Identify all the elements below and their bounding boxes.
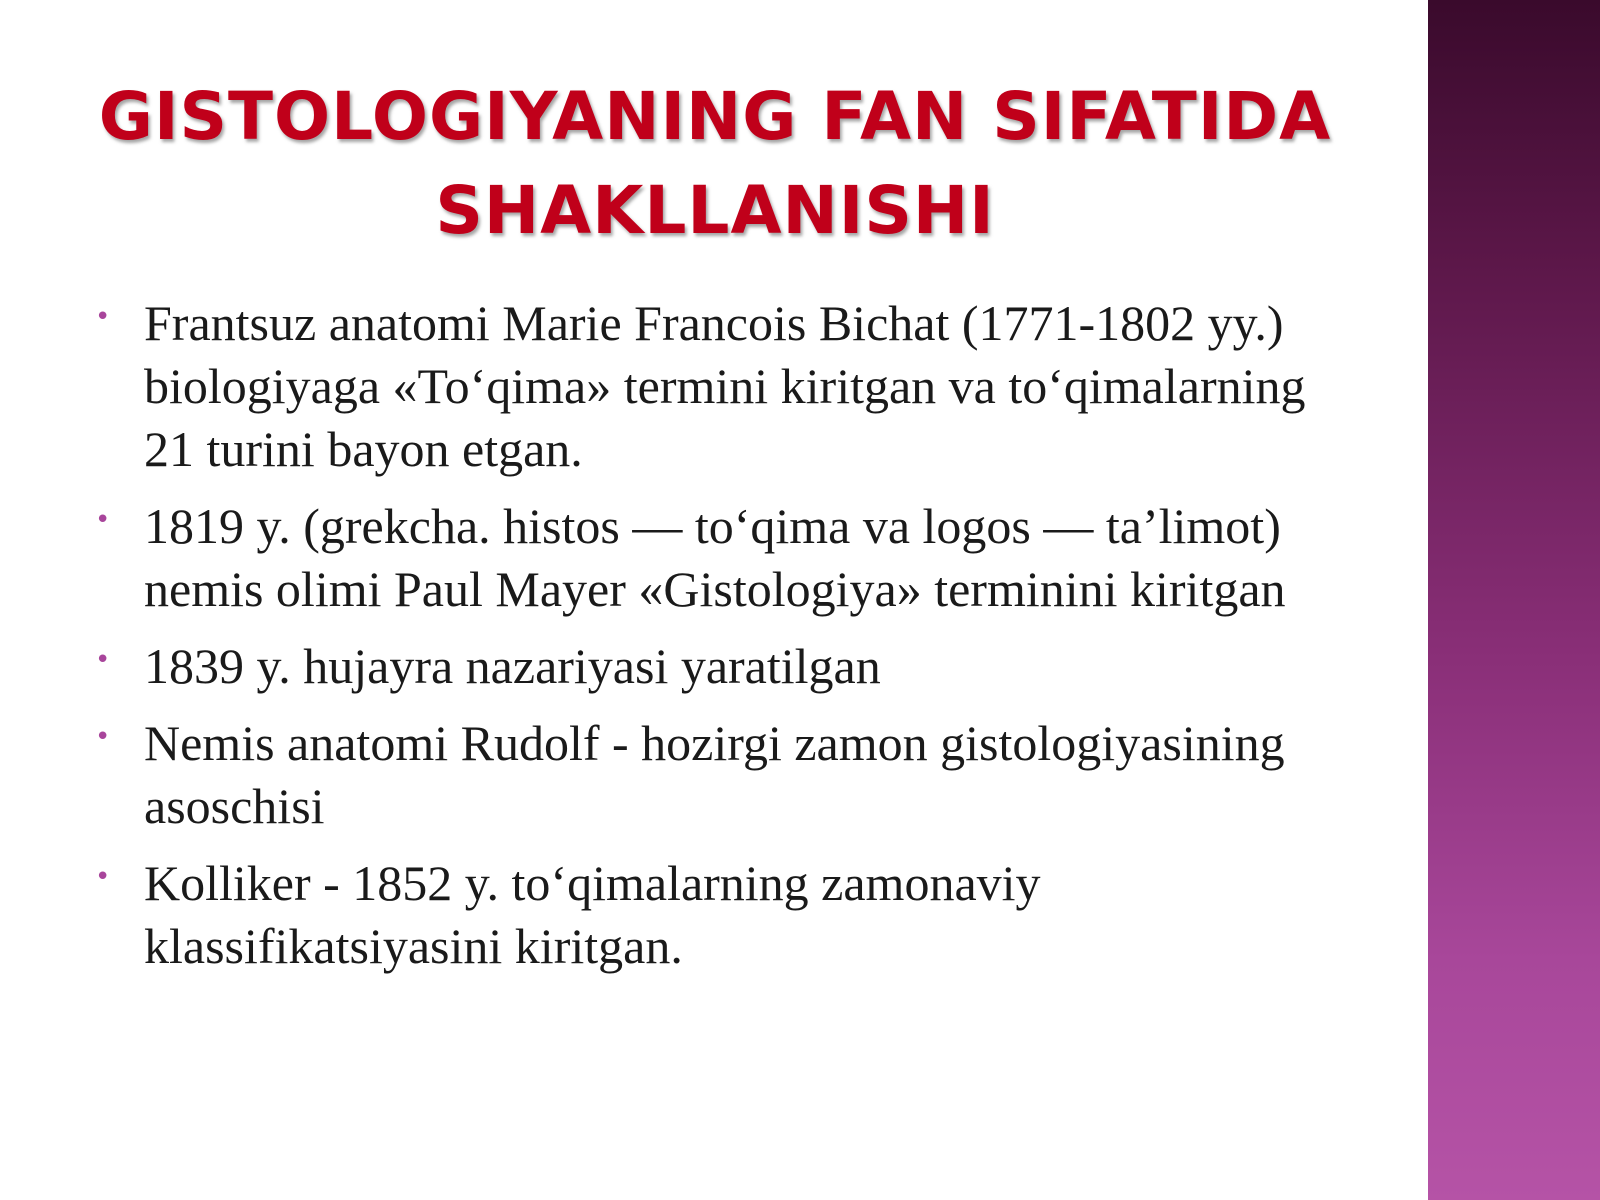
bullet-icon: •: [95, 505, 111, 535]
bullet-text: Frantsuz anatomi Marie Francois Bichat (1771-1802 yy.) biologiyaga «To‘qima» termini kiritgan va to‘qimalarning 21 turini bayon etgan.: [144, 295, 1306, 477]
bullet-item: [92, 712, 1342, 838]
bullet-item: [92, 495, 1342, 621]
decorative-side-band: [1428, 0, 1600, 1200]
bullet-icon: •: [95, 302, 111, 332]
bullet-text: Nemis anatomi Rudolf - hozirgi zamon gistologiyasining asoschisi: [144, 715, 1285, 834]
bullet-item: [92, 292, 1342, 481]
bullet-icon: •: [95, 862, 111, 892]
bullet-icon: •: [95, 722, 111, 752]
slide-title: GISTOLOGIYANING FAN SIFATIDA SHAKLLANISHI: [98, 78, 1332, 249]
bullet-text: 1819 y. (grekcha. histos — to‘qima va logos — ta’limot) nemis olimi Paul Mayer «Gistologiya» terminini kiritgan: [144, 498, 1286, 617]
bullet-text: 1839 y. hujayra nazariyasi yaratilgan: [144, 638, 881, 694]
bullet-item: [92, 635, 1342, 698]
bullet-icon: •: [95, 645, 111, 675]
bullet-item: [92, 852, 1342, 978]
bullet-list: [92, 292, 1342, 992]
bullet-text: Kolliker - 1852 y. to‘qimalarning zamonaviy klassifikatsiyasini kiritgan.: [144, 855, 1041, 974]
